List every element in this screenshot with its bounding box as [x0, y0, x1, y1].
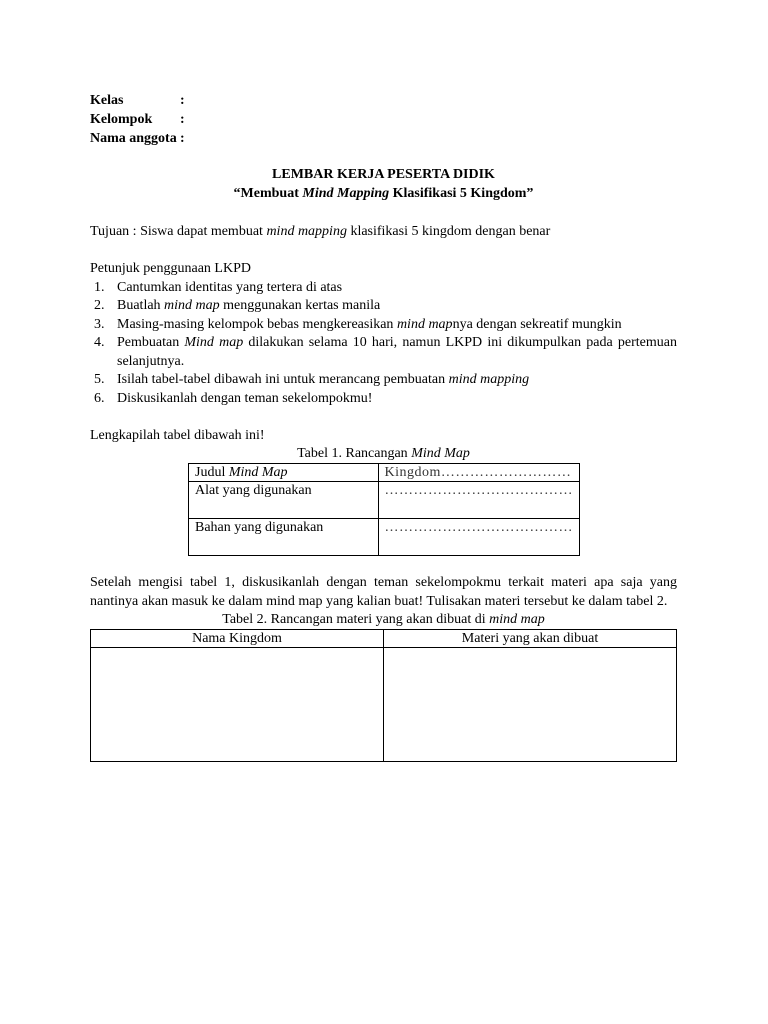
judul-label-italic: Mind Map [228, 465, 288, 480]
list-number: 1. [94, 279, 105, 295]
tujuan-line [90, 222, 677, 241]
list-text-post: dilakukan selama 10 hari, namun LKPD ini dikumpulkan pada pertemuan selanjutnya. [117, 335, 677, 369]
list-number: 5. [94, 372, 105, 387]
list-text-pre: Diskusikanlah dengan teman sekelompokmu! [117, 390, 373, 406]
kelompok-label: Kelompok [90, 112, 153, 127]
list-item [90, 316, 677, 335]
table2-caption-pre: Tabel 2. Rancangan materi yang akan dibuat di [222, 612, 490, 627]
table2-caption [90, 611, 677, 629]
list-text [117, 371, 677, 390]
tujuan-post: klasifikasi 5 kingdom dengan benar [346, 224, 551, 239]
worksheet-title: LEMBAR KERJA PESERTA DIDIK [272, 167, 495, 182]
table-header-row [91, 630, 677, 648]
list-text-italic: mind mapping [448, 372, 530, 387]
list-item [90, 297, 677, 316]
list-text-post: nya dengan sekreatif mungkin [452, 316, 622, 332]
judul-label-pre: Judul [195, 465, 229, 480]
nama-anggota-row [90, 129, 677, 148]
list-text [117, 297, 677, 316]
table1-caption-italic: Mind Map [411, 446, 470, 461]
nama-kingdom-header: Nama Kingdom [91, 630, 384, 648]
alat-fill-cell[interactable] [378, 482, 580, 519]
list-text-post: menggunakan kertas manila [219, 298, 381, 313]
kelas-label: Kelas [90, 93, 124, 108]
list-text-italic: Mind map [184, 335, 244, 350]
material-plan-table [90, 629, 677, 762]
discussion-paragraph: Setelah mengisi tabel 1, diskusikanlah dengan teman sekelompokmu terkait materi apa saja yang nantinya akan masuk ke dalam mind map yang kalian buat! Tulisakan materi tersebut ke dalam tabel 2. [90, 575, 677, 609]
list-text [117, 334, 677, 371]
list-item [90, 390, 677, 409]
tujuan-pre: Siswa dapat membuat [140, 224, 267, 239]
list-text-italic: mind map [164, 298, 220, 313]
materi-fill-cell[interactable] [384, 648, 677, 762]
table-row [189, 519, 580, 556]
list-text-pre: Pembuatan [117, 335, 185, 350]
list-text [117, 390, 677, 409]
list-item [90, 334, 677, 371]
subtitle-pre: “Membuat [233, 186, 303, 201]
kingdom-fill-text: Kingdom……………………… [384, 465, 572, 480]
list-number: 6. [94, 390, 105, 406]
table2-caption-italic: mind map [489, 612, 545, 627]
nama-anggota-label: Nama anggota [90, 131, 177, 146]
kelompok-colon: : [180, 112, 185, 127]
subtitle-post: Klasifikasi 5 Kingdom” [389, 186, 534, 201]
table1-caption-pre: Tabel 1. Rancangan [297, 446, 412, 461]
list-number: 4. [94, 335, 105, 350]
list-item [90, 371, 677, 390]
list-item [90, 279, 677, 298]
worksheet-page [90, 91, 677, 762]
bahan-label-cell: Bahan yang digunakan [189, 519, 379, 556]
worksheet-subtitle [90, 184, 677, 203]
list-text-pre: Buatlah [117, 298, 165, 313]
list-text-italic: mind map [396, 316, 453, 332]
kelas-colon: : [180, 93, 185, 108]
materi-header: Materi yang akan dibuat [384, 630, 677, 648]
table-row [91, 648, 677, 762]
nama-kingdom-fill-cell[interactable] [91, 648, 384, 762]
table-row [189, 464, 580, 482]
list-text-pre: Masing-masing kelompok bebas mengkereasikan [117, 316, 397, 332]
list-text-pre: Cantumkan identitas yang tertera di atas [117, 279, 343, 295]
list-text [117, 279, 677, 298]
mind-map-plan-table [188, 463, 580, 556]
table-row [189, 482, 580, 519]
kelas-row [90, 91, 677, 110]
bahan-fill-text: ………………………………… [384, 520, 573, 535]
alat-label-cell: Alat yang digunakan [189, 482, 379, 519]
judul-label-cell [189, 464, 379, 482]
table1-caption [90, 445, 677, 463]
list-number: 3. [94, 316, 105, 332]
list-number: 2. [94, 298, 105, 313]
petunjuk-list [90, 279, 677, 409]
subtitle-italic: Mind Mapping [302, 186, 390, 201]
tujuan-italic: mind mapping [266, 224, 347, 239]
kingdom-fill-cell[interactable] [378, 464, 580, 482]
petunjuk-heading: Petunjuk penggunaan LKPD [90, 261, 251, 276]
bahan-fill-cell[interactable] [378, 519, 580, 556]
list-text-pre: Isilah tabel-tabel dibawah ini untuk merancang pembuatan [117, 372, 449, 387]
list-text [117, 316, 677, 335]
kelompok-row [90, 110, 677, 129]
lengkapi-instruction: Lengkapilah tabel dibawah ini! [90, 428, 265, 443]
identity-block [90, 91, 677, 148]
nama-anggota-colon: : [180, 131, 185, 146]
alat-fill-text: ………………………………… [384, 483, 573, 498]
tujuan-label: Tujuan : [90, 224, 141, 239]
